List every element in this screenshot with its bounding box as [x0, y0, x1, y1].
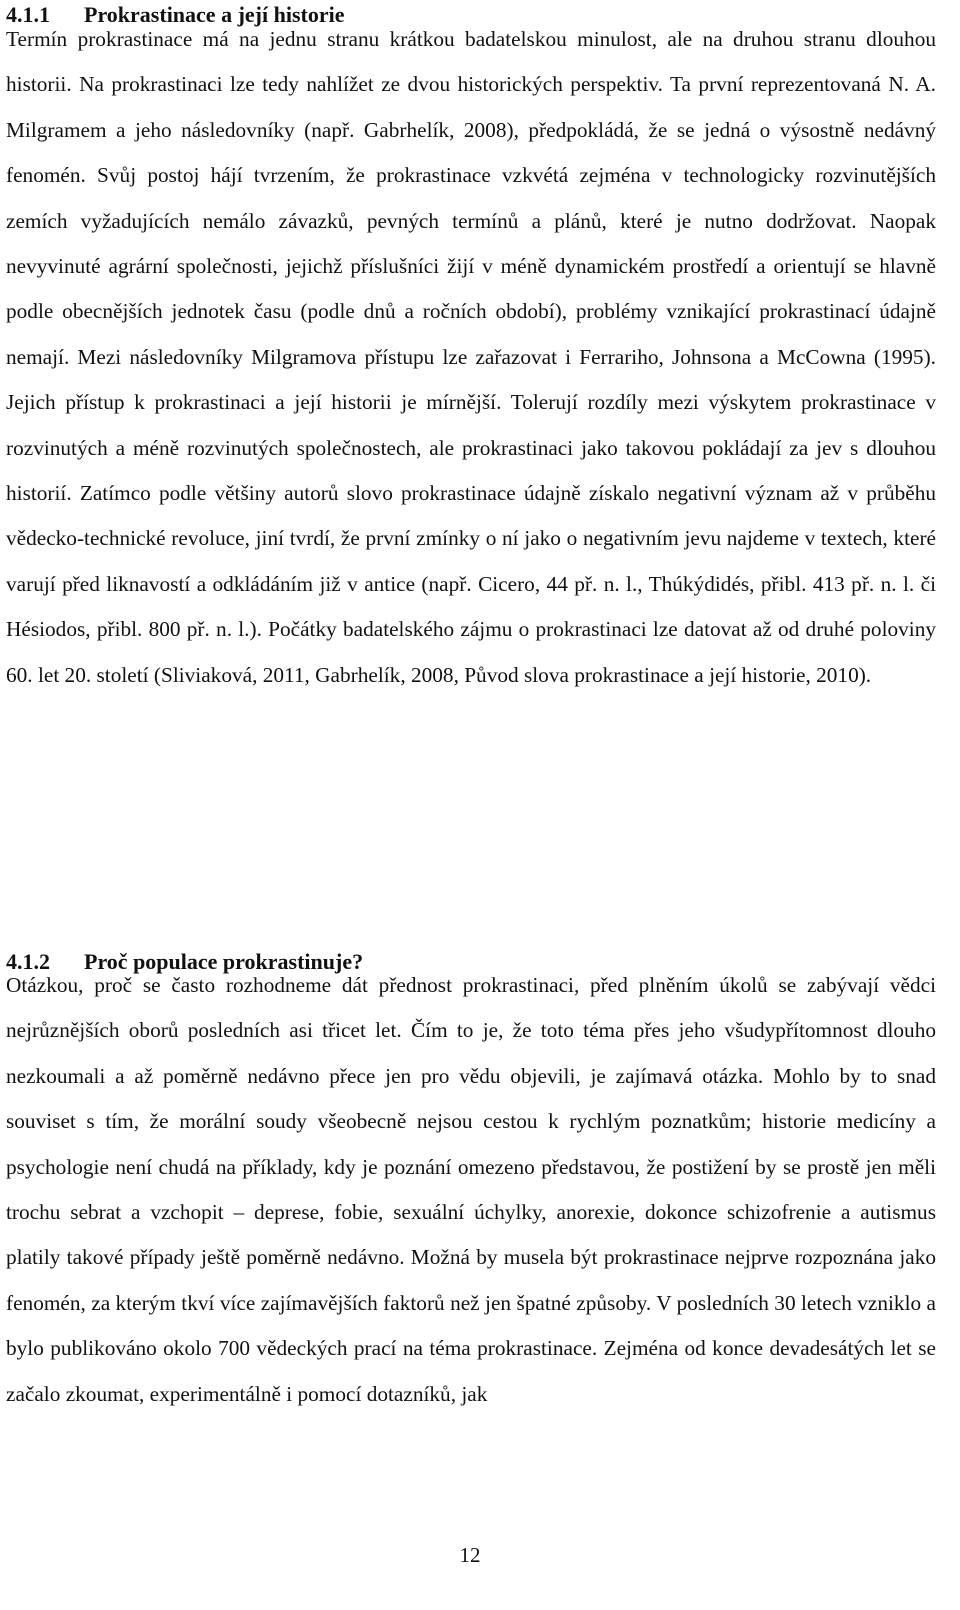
section-number: 4.1.2 [6, 949, 50, 974]
body-paragraph-history: Termín prokrastinace má na jednu stranu krátkou badatelskou minulost, ale na druhou stranu dlouhou historii. Na prokrastinaci lze tedy nahlížet ze dvou historických perspektiv. Ta první reprezentovaná N. A. Milgramem a jeho následovníky (např. Gabrhelík, 2008), předpokládá, že se jedná o výsostně nedávný fenomén. Svůj postoj hájí tvrzením, že prokrastinace vzkvétá zejména v technologicky rozvinutějších zemích vyžadujících nemálo závazků, pevných termínů a plánů, které je nutno dodržovat. Naopak nevyvinuté agrární společnosti, jejichž příslušníci žijí v méně dynamickém prostředí a orientují se hlavně podle obecnějších jednotek času (podle dnů a ročních období), problémy vznikající prokrastinací údajně nemají. Mezi následovníky Milgramova přístupu lze zařazovat i Ferrariho, Johnsona a McCowna (1995). Jejich přístup k prokrastinaci a její historii je mírnější. Tolerují rozdíly mezi výskytem prokrastinace v rozvinutých a méně rozvinutých společnostech, ale prokrastinaci jako takovou pokládají za jev s dlouhou historií. Zatímco podle většiny autorů slovo prokrastinace údajně získalo negativní význam až v průběhu vědecko-technické revoluce, jiní tvrdí, že první zmínky o ní jako o negativním jevu najdeme v textech, které varují před liknavostí a odkládáním již v antice (např. Cicero, 44 př. n. l., Thúkýdidés, přibl. 413 př. n. l. či Hésiodos, přibl. 800 př. n. l.). Počátky badatelského zájmu o prokrastinaci lze datovat až od druhé poloviny 60. let 20. století (Sliviaková, 2011, Gabrhelík, 2008, Původ slova prokrastinace a její historie, 2010). [6, 27, 936, 687]
page-number: 12 [459, 1543, 481, 1567]
section-title: Proč populace prokrastinuje? [84, 949, 364, 974]
section-number: 4.1.1 [6, 2, 50, 27]
body-paragraph-why: Otázkou, proč se často rozhodneme dát přednost prokrastinaci, před plněním úkolů se zabývají vědci nejrůznějších oborů posledních asi třicet let. Čím to je, že toto téma přes jeho všudypřítomnost dlouho nezkoumali a až poměrně nedávno přece jen pro vědu objevili, je zajímavá otázka. Mohlo by to snad souviset s tím, že morální soudy všeobecně nejsou cestou k rychlým poznatkům; historie medicíny a psychologie není chudá na příklady, kdy je poznání omezeno představou, že postižení by se prostě jen měli trochu sebrat a vzchopit – deprese, fobie, sexuální úchylky, anorexie, dokonce schizofrenie a autismus platily takové případy ještě poměrně nedávno. Možná by musela být prokrastinace nejprve rozpoznána jako fenomén, za kterým tkví více zajímavějších faktorů než jen špatné způsoby. V posledních 30 letech vzniklo a bylo publikováno okolo 700 vědeckých prací na téma prokrastinace. Zejména od konce devadesátých let se začalo zkoumat, experimentálně i pomocí dotazníků, jak [6, 973, 936, 1406]
section-title: Prokrastinace a její historie [84, 2, 345, 27]
